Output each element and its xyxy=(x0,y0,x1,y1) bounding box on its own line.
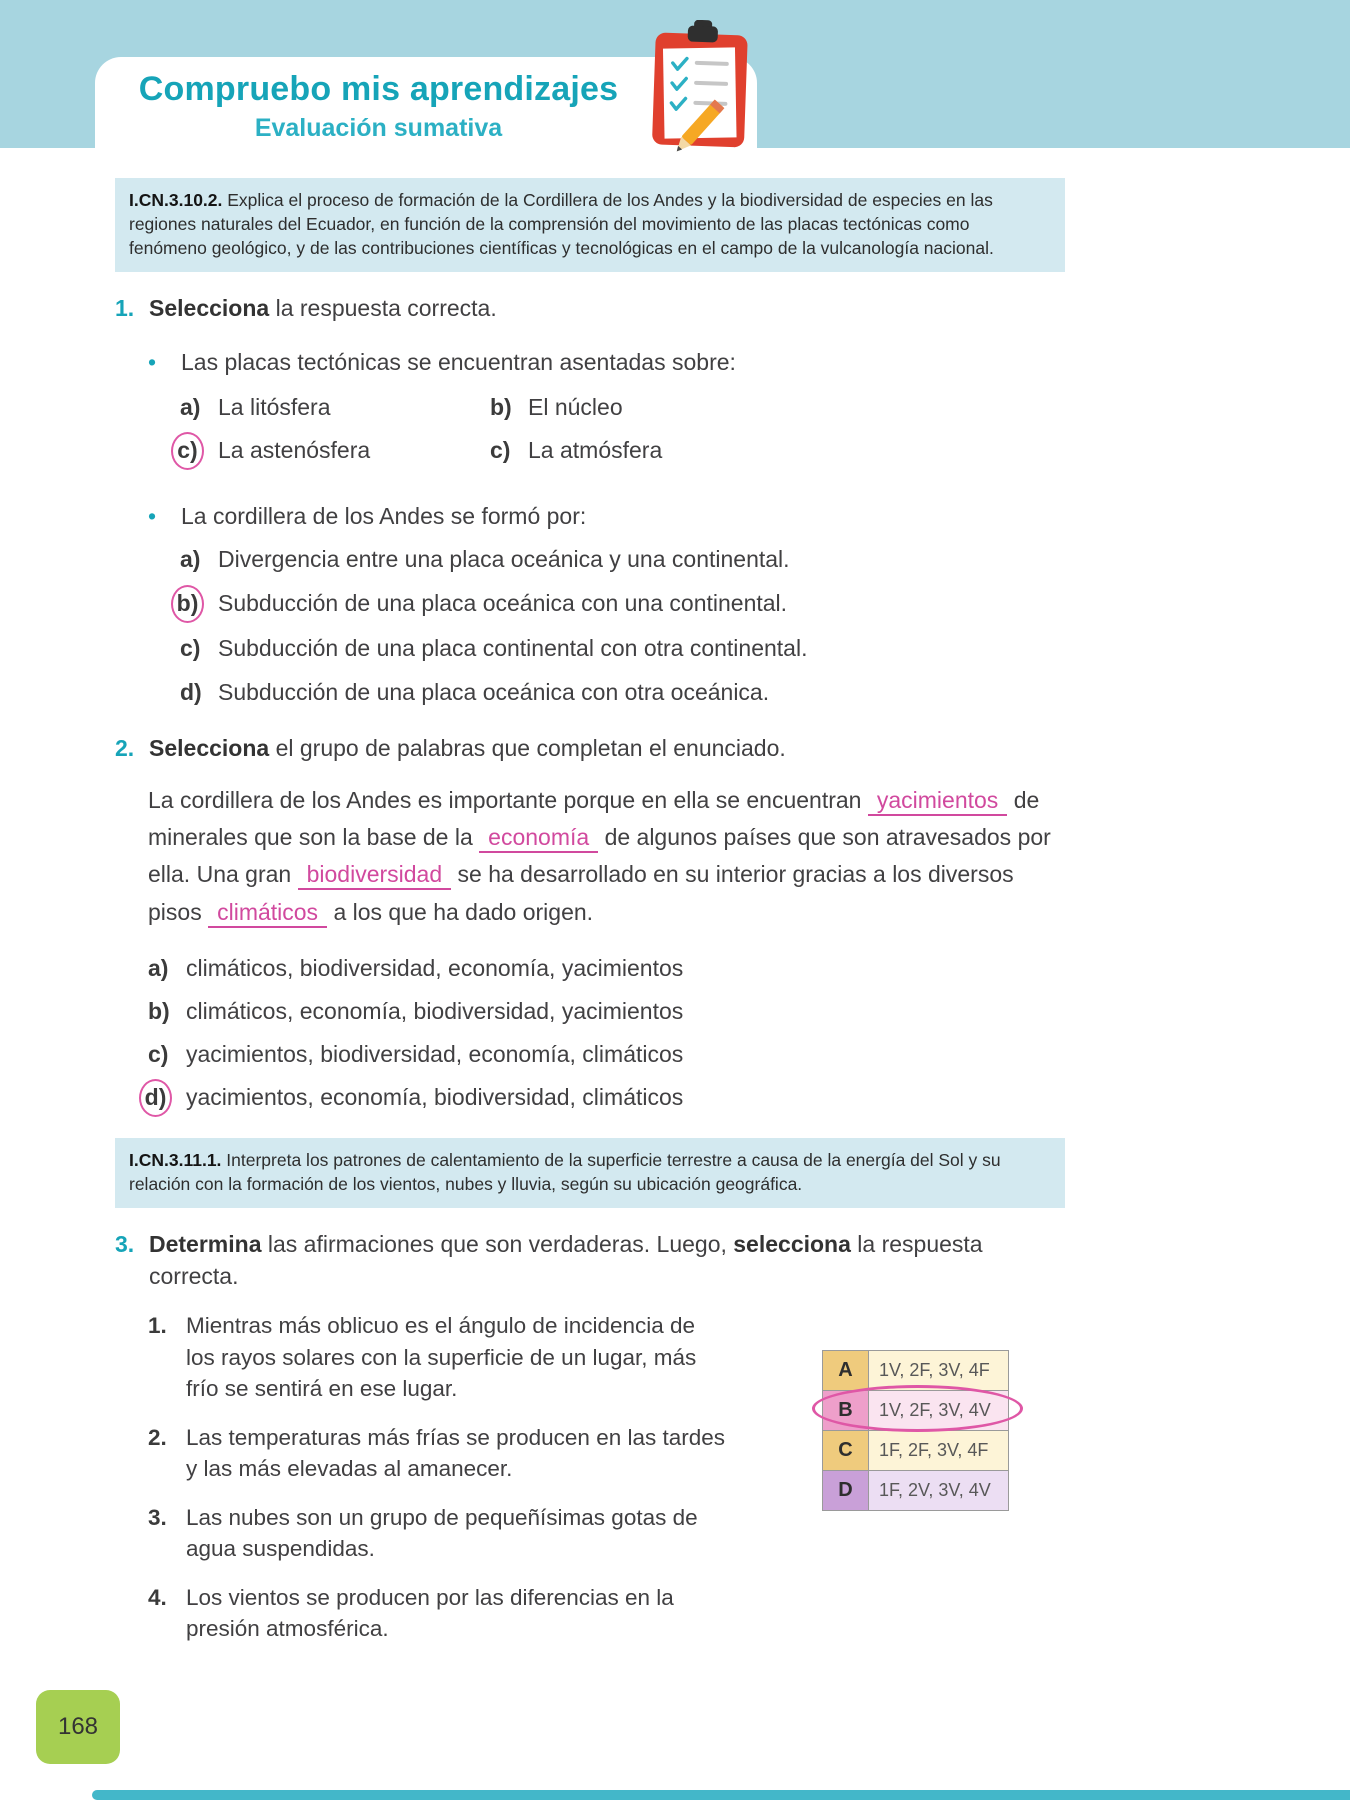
standard-code-1: I.CN.3.10.2. xyxy=(129,190,223,210)
option-a xyxy=(180,394,490,421)
para-segment: se ha desarrollado en su interior gracias a los diversos pisos xyxy=(148,861,1014,925)
bullet-prompt: Las placas tectónicas se encuentran asentadas sobre: xyxy=(181,348,736,375)
option-text: La atmósfera xyxy=(528,436,663,463)
lead-bold: Selecciona xyxy=(149,734,270,761)
statement-4 xyxy=(148,1582,728,1645)
option-letter: c) xyxy=(180,634,201,661)
option-d xyxy=(180,679,1065,706)
page-content xyxy=(115,178,1065,1662)
clipboard-pencil-icon xyxy=(642,20,760,154)
option-text: yacimientos, biodiversidad, economía, climáticos xyxy=(186,1040,684,1067)
option-letter: b) xyxy=(148,997,170,1024)
statement-2 xyxy=(148,1422,728,1485)
answer-value: 1F, 2V, 3V, 4V xyxy=(869,1471,1009,1511)
standard-text-2: Interpreta los patrones de calentamiento de la superficie terrestre a causa de la energía del Sol y su relación con la formación de los vientos, nubes y lluvia, según su ubicación geográfica. xyxy=(129,1149,1001,1194)
question-1 xyxy=(115,292,1065,705)
question-3 xyxy=(115,1228,1065,1662)
para-segment: de algunos países que son atravesados por ella. Una gran xyxy=(148,824,1051,888)
statement-text: Las nubes son un grupo de pequeñísimas gotas de agua suspendidas. xyxy=(186,1504,698,1562)
question-lead xyxy=(149,1228,1065,1292)
lead-rest: las afirmaciones que son verdaderas. Luego, xyxy=(261,1231,734,1258)
answer-letter: D xyxy=(823,1471,869,1511)
option-letter: c) xyxy=(490,436,511,463)
option-c2 xyxy=(490,437,1065,465)
option-text: climáticos, economía, biodiversidad, yacimientos xyxy=(186,997,684,1024)
answer-row-d xyxy=(823,1471,1009,1511)
standard-box-1 xyxy=(115,178,1065,272)
answer-letter: A xyxy=(823,1351,869,1391)
lead-bold: Determina xyxy=(149,1231,262,1258)
statement-number: 2. xyxy=(148,1424,167,1450)
answer-table xyxy=(822,1350,1009,1511)
option-text: La litósfera xyxy=(218,393,331,420)
lead-bold: selecciona xyxy=(733,1231,851,1258)
option-letter: a) xyxy=(148,954,169,981)
answer-value: 1V, 2F, 3V, 4V xyxy=(869,1391,1009,1431)
option-b xyxy=(490,394,1065,421)
option-c xyxy=(148,1041,1065,1068)
option-c xyxy=(180,635,1065,662)
option-letter: d) xyxy=(180,678,202,705)
answer-row-a xyxy=(823,1351,1009,1391)
statement-number: 3. xyxy=(148,1504,167,1530)
statement-text: Mientras más oblicuo es el ángulo de incidencia de los rayos solares con la superficie de un lugar, más frío se sentirá en ese lugar. xyxy=(186,1313,697,1402)
option-text: La astenósfera xyxy=(218,436,371,463)
lead-rest: la respuesta correcta. xyxy=(269,295,497,322)
filled-blank-3: biodiversidad xyxy=(298,861,452,890)
option-text: El núcleo xyxy=(528,393,623,420)
standard-box-2 xyxy=(115,1138,1065,1208)
answer-circle-mark: d) xyxy=(139,1079,172,1117)
option-letter xyxy=(177,436,218,465)
option-a xyxy=(148,955,1065,982)
question-lead xyxy=(149,732,786,764)
options-grid xyxy=(177,393,1065,465)
statement-number: 1. xyxy=(148,1313,167,1339)
bullet-item-1 xyxy=(148,349,1065,376)
lead-bold: Selecciona xyxy=(149,295,270,322)
statement-number: 4. xyxy=(148,1584,167,1610)
question-number: 1. xyxy=(115,295,135,322)
question-number: 2. xyxy=(115,734,135,761)
question-number: 3. xyxy=(115,1231,135,1258)
option-letter: a) xyxy=(180,393,201,420)
options-list xyxy=(176,545,1065,706)
answer-letter: B xyxy=(823,1391,869,1431)
statement-3 xyxy=(148,1502,728,1565)
answer-row-b-selected xyxy=(823,1391,1009,1431)
option-letter: b) xyxy=(490,393,512,420)
fill-in-paragraph xyxy=(148,782,1065,931)
answer-value: 1V, 2F, 3V, 4F xyxy=(869,1351,1009,1391)
answer-circle-mark: c) xyxy=(171,432,204,470)
page-title: Compruebo mis aprendizajes xyxy=(138,70,619,108)
bullet-icon: • xyxy=(148,348,157,375)
filled-blank-1: yacimientos xyxy=(868,787,1007,816)
option-text: climáticos, biodiversidad, economía, yacimientos xyxy=(186,954,684,981)
option-letter: c) xyxy=(148,1040,169,1067)
answer-circle-mark: b) xyxy=(171,585,204,623)
answer-letter: C xyxy=(823,1431,869,1471)
bullet-item-2 xyxy=(148,503,1065,530)
statements-list xyxy=(148,1310,728,1662)
option-text: Subducción de una placa oceánica con una continental. xyxy=(218,589,788,616)
page-subtitle: Evaluación sumativa xyxy=(254,114,503,142)
option-text: yacimientos, economía, biodiversidad, climáticos xyxy=(186,1083,684,1110)
statement-text: Las temperaturas más frías se producen en las tardes y las más elevadas al amanecer. xyxy=(186,1424,726,1482)
answer-value: 1F, 2F, 3V, 4F xyxy=(869,1431,1009,1471)
option-text: Divergencia entre una placa oceánica y una continental. xyxy=(218,545,790,572)
page-number-tab xyxy=(36,1690,120,1764)
footer-bar xyxy=(92,1790,1350,1800)
question-lead xyxy=(149,292,497,324)
option-d-selected xyxy=(144,1083,1065,1112)
statement-1 xyxy=(148,1310,728,1405)
para-segment: a los que ha dado origen. xyxy=(333,898,594,925)
lead-rest: la respuesta correcta. xyxy=(149,1231,983,1290)
filled-blank-4: climáticos xyxy=(208,899,327,928)
statement-text: Los vientos se producen por las diferencias en la presión atmosférica. xyxy=(186,1584,674,1642)
option-c-selected xyxy=(177,436,490,465)
filled-blank-2: economía xyxy=(479,824,598,853)
option-letter xyxy=(176,589,218,618)
para-segment: de minerales que son la base de la xyxy=(148,786,1040,851)
answer-row-c xyxy=(823,1431,1009,1471)
option-b xyxy=(148,998,1065,1025)
option-text: Subducción de una placa oceánica con otra oceánica. xyxy=(218,678,770,705)
page-number: 168 xyxy=(57,1713,99,1740)
standard-code-2: I.CN.3.11.1. xyxy=(129,1149,222,1170)
standard-text-1: Explica el proceso de formación de la Cordillera de los Andes y la biodiversidad de especies en las regiones naturales del Ecuador, en función de la comprensión del movimiento de las placas tectónicas como fenómeno geológico, y de las contribuciones científicas y tecnológicas en el campo de la vulcanología nacional. xyxy=(129,190,994,259)
para-segment: La cordillera de los Andes es importante porque en ella se encuentran xyxy=(148,786,862,813)
option-b-selected xyxy=(176,589,1065,618)
option-letter xyxy=(144,1083,186,1112)
bullet-prompt: La cordillera de los Andes se formó por: xyxy=(181,502,587,529)
options-list xyxy=(144,954,1065,1112)
lead-rest: el grupo de palabras que completan el enunciado. xyxy=(269,734,786,761)
option-letter: a) xyxy=(180,545,201,572)
bullet-icon: • xyxy=(148,502,157,529)
question-2 xyxy=(115,732,1065,1112)
option-text: Subducción de una placa continental con otra continental. xyxy=(218,634,808,661)
option-a xyxy=(180,546,1065,573)
